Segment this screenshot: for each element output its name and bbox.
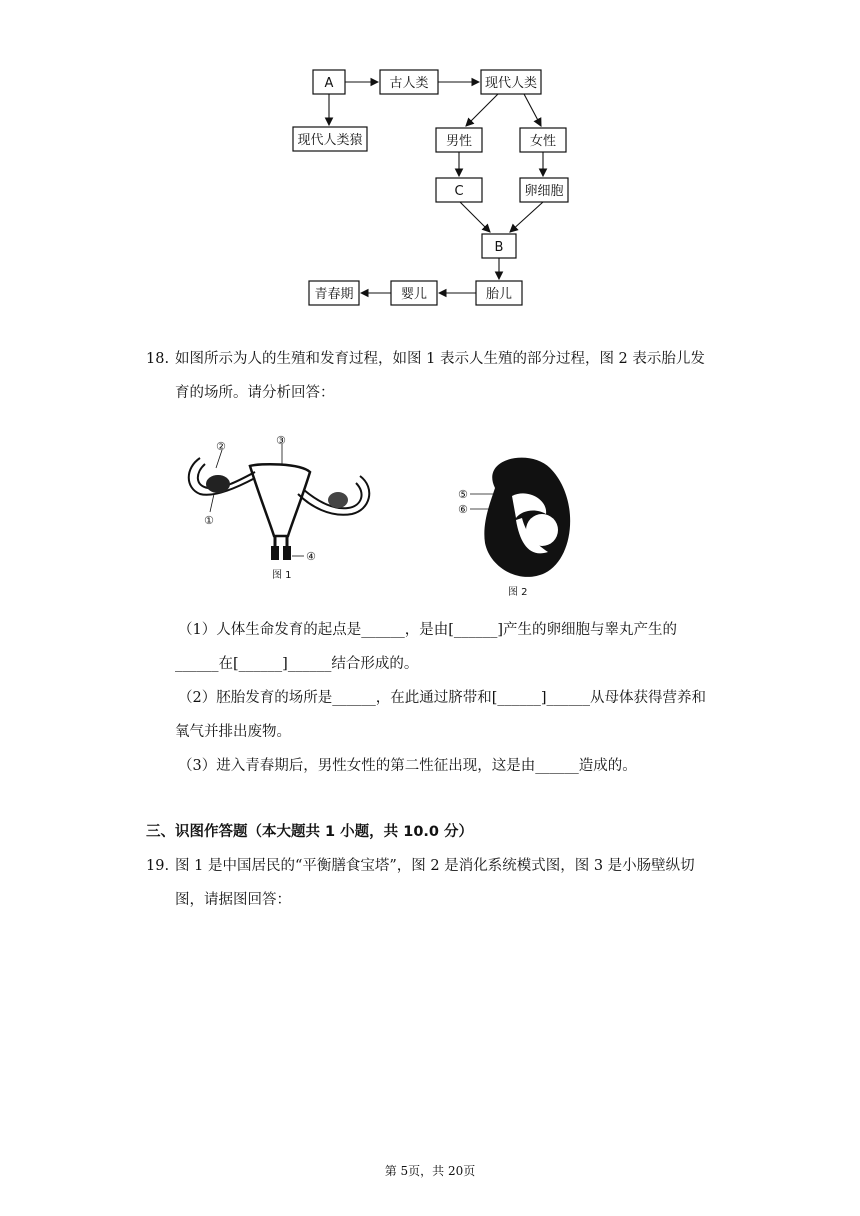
q18-stem-line1: 如图所示为人的生殖和发育过程，如图 1 表示人生殖的部分过程，图 2 表示胎儿发 (175, 351, 705, 367)
arrow-egg-b (510, 202, 543, 232)
arrow-modern-female (524, 94, 541, 126)
flowchart-diagram (0, 0, 860, 320)
node-puberty: 青春期 (314, 287, 354, 302)
fig1-label-1: ① (204, 514, 214, 527)
fig1-label-2: ② (216, 440, 226, 453)
node-b: B (494, 240, 504, 255)
q18-number: 18. (146, 351, 170, 367)
fig1-label-3: ③ (276, 434, 286, 447)
node-modern-ape: 现代人类猿 (297, 133, 363, 148)
figure1-reproductive-system (180, 428, 380, 588)
fig1-label-4: ④ (306, 550, 316, 563)
node-ancient: 古人类 (389, 76, 429, 91)
q18-sub1-line1: （1）人体生命发育的起点是______，是由[______]产生的卵细胞与睾丸产生的 (178, 622, 678, 638)
q19-stem-line2: 图，请据图回答： (175, 892, 291, 908)
figure2-fetus-uterus (450, 448, 590, 603)
q18-sub2-line2: 氧气并排出废物。 (175, 724, 291, 740)
q18-sub2-line1: （2）胚胎发育的场所是______，在此通过脐带和[______]______从母体获得营养和 (178, 690, 707, 706)
section3-title: 三、识图作答题（本大题共 1 小题，共 10.0 分） (146, 824, 474, 840)
fig2-label-6: ⑥ (458, 503, 468, 516)
node-a: A (324, 76, 334, 91)
node-fetus: 胎儿 (485, 287, 513, 302)
fig2-label-5: ⑤ (458, 488, 468, 501)
arrow-modern-male (466, 94, 498, 126)
q19-number: 19. (146, 858, 170, 874)
node-male: 男性 (445, 134, 473, 149)
fig2-caption: 图 2 (508, 587, 528, 598)
node-female: 女性 (529, 134, 557, 149)
q18-sub1-line2: ______在[______]______结合形成的。 (175, 656, 419, 672)
node-egg: 卵细胞 (524, 184, 564, 199)
node-infant: 婴儿 (400, 287, 428, 302)
node-modern-human: 现代人类 (484, 76, 538, 91)
q18-sub3-line1: （3）进入青春期后，男性女性的第二性征出现，这是由______造成的。 (178, 758, 637, 774)
fig1-caption: 图 1 (272, 570, 292, 581)
node-c: C (454, 184, 464, 199)
q18-stem-line2: 育的场所。请分析回答： (175, 385, 335, 401)
page-footer: 第 5页，共 20页 (384, 1164, 476, 1178)
arrow-c-b (460, 202, 490, 232)
q19-stem-line1: 图 1 是中国居民的“平衡膳食宝塔”，图 2 是消化系统模式图，图 3 是小肠壁纵切 (175, 858, 695, 874)
